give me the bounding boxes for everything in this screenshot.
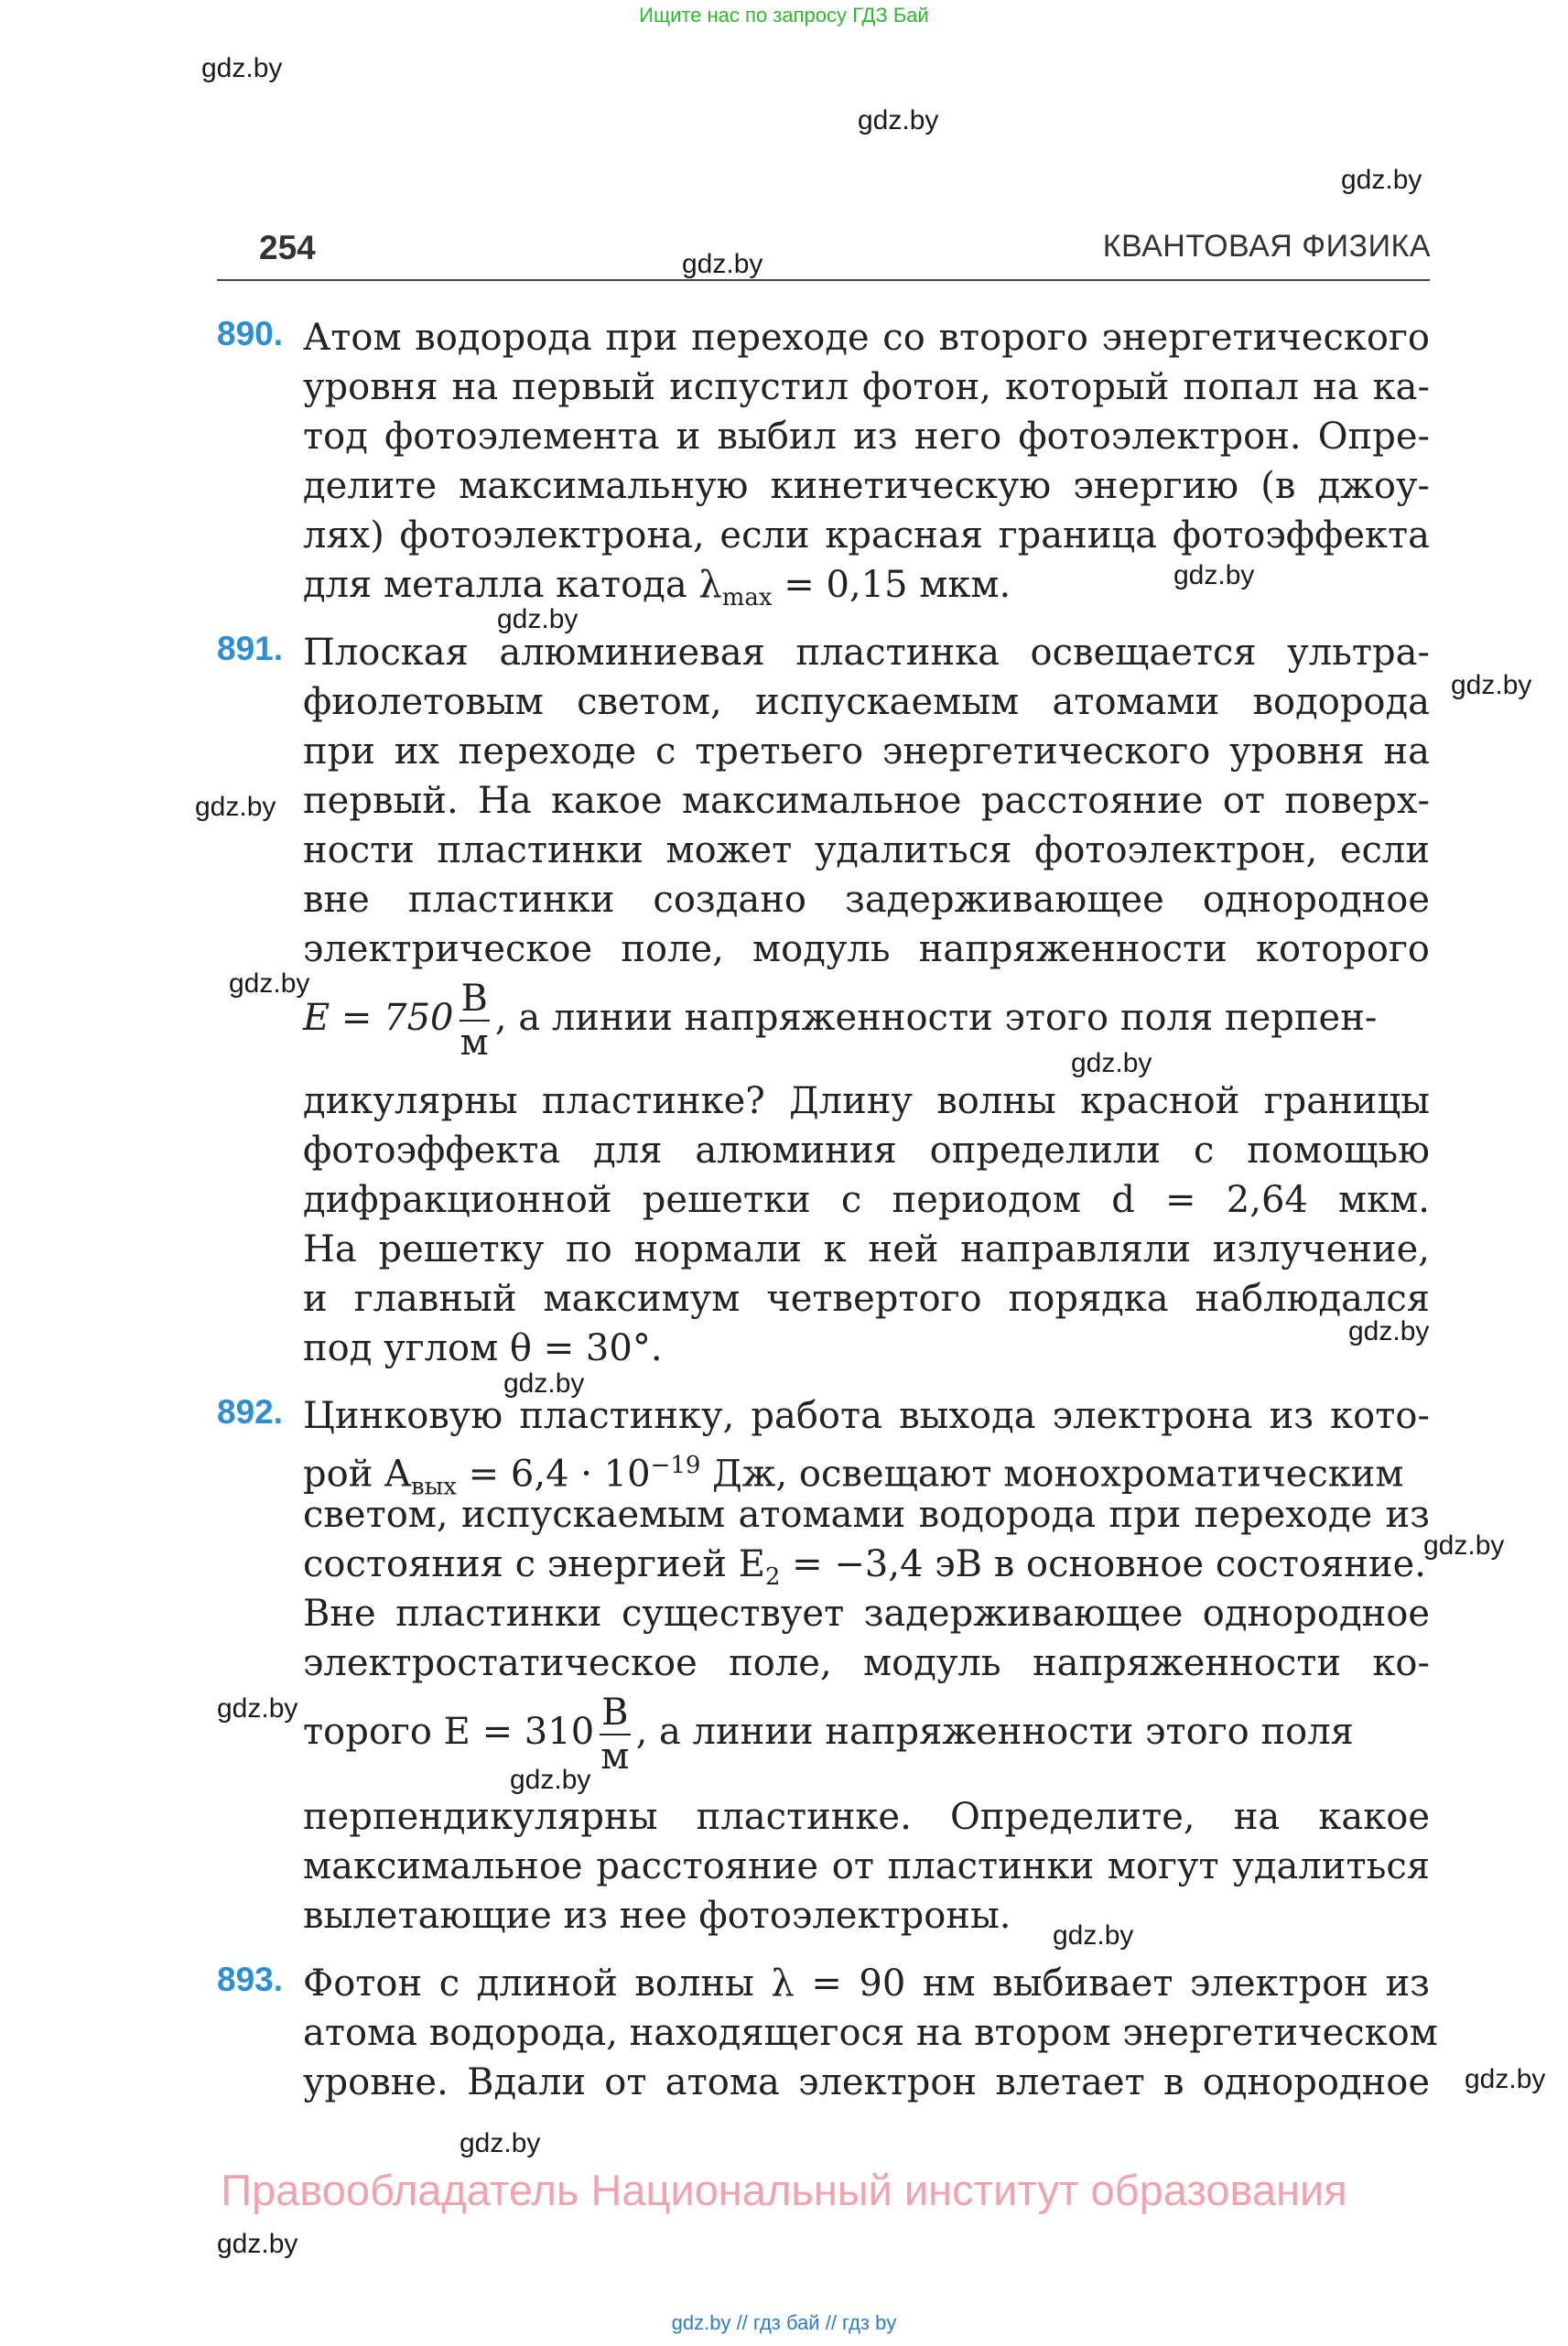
text-line: лях) фотоэлектрона, если красная граница фотоэффекта — [303, 514, 1430, 557]
text-line: электростатическое поле, модуль напряженности ко- — [303, 1642, 1430, 1684]
text-line: светом, испускаемым атомами водорода при переходе из — [303, 1494, 1430, 1536]
watermark: gdz.by — [195, 792, 276, 822]
text-line: тод фотоэлемента и выбил из него фотоэлектрон. Опре- — [303, 416, 1430, 458]
text-fragment: Дж, освещают монохроматическим — [700, 1453, 1404, 1496]
watermark: gdz.by — [217, 2229, 298, 2259]
text-line: На решетку по нормали к ней направляли излучение, — [303, 1228, 1430, 1270]
problem-number: 892. — [217, 1393, 284, 1431]
text-line: фотоэффекта для алюминия определили с помощью — [303, 1130, 1430, 1172]
watermark: gdz.by — [460, 2128, 541, 2158]
text-line: электрическое поле, модуль напряженности которого — [303, 928, 1430, 970]
formula-lhs: торого E = 310 — [303, 1711, 595, 1753]
top-banner[interactable]: Ищите нас по запросу ГДЗ Бай — [639, 4, 929, 27]
text-line: под углом θ = 30°. — [303, 1327, 663, 1369]
footer-links[interactable]: gdz.by // гдз бай // гдз by — [671, 2311, 897, 2334]
watermark: gdz.by — [1173, 560, 1255, 590]
text-line: максимальное расстояние от пластинки могут удалиться — [303, 1845, 1430, 1887]
text-line: Цинковую пластинку, работа выхода электрона из кото- — [303, 1395, 1430, 1437]
watermark: gdz.by — [497, 604, 579, 634]
subscript: вых — [410, 1473, 457, 1501]
watermark: gdz.by — [510, 1765, 591, 1795]
text-line — [303, 560, 1430, 622]
text-line: при их переходе с третьего энергетического уровня на — [303, 730, 1430, 773]
text-fragment: = 0,15 мкм. — [772, 564, 1011, 606]
text-line: перпендикулярны пластинке. Определите, на какое — [303, 1796, 1430, 1838]
superscript: −19 — [650, 1452, 701, 1479]
watermark: gdz.by — [1451, 670, 1532, 700]
subscript: 2 — [764, 1563, 781, 1591]
text-fragment: , а линии напряженности этого поля перпен- — [494, 997, 1378, 1039]
formula-lhs: E = 750 — [303, 997, 454, 1039]
text-line: уровне. Вдали от атома электрон влетает в однородное — [303, 2061, 1430, 2103]
header-divider — [217, 279, 1430, 281]
text-line: Плоская алюминиевая пластинка освещается ультра- — [303, 632, 1430, 674]
text-line: фиолетовым светом, испускаемым атомами водорода — [303, 681, 1430, 723]
fraction-numerator: В — [460, 978, 488, 1020]
text-line: вылетающие из нее фотоэлектроны. — [303, 1895, 1011, 1937]
text-line: Вне пластинки существует задерживающее однородное — [303, 1593, 1430, 1635]
problem-number: 893. — [217, 1961, 284, 1998]
watermark: gdz.by — [229, 968, 310, 999]
text-fragment: для металла катода λ — [303, 564, 722, 606]
text-line: дикулярны пластинке? Длину волны красной границы — [303, 1080, 1430, 1122]
watermark: gdz.by — [1348, 1316, 1430, 1346]
fraction-denominator: м — [460, 1022, 489, 1064]
page-number: 254 — [259, 229, 316, 266]
unit-fraction — [460, 978, 490, 1064]
watermark: gdz.by — [858, 105, 939, 135]
text-fragment: состояния с энергией E — [303, 1543, 765, 1585]
formula-line — [303, 1692, 1430, 1778]
unit-fraction — [600, 1692, 630, 1778]
text-line: Фотон с длиной волны λ = 90 нм выбивает электрон из — [303, 1962, 1430, 2005]
watermark: gdz.by — [201, 53, 283, 83]
fraction-numerator: В — [601, 1692, 629, 1734]
copyright-owner: Правообладатель Национальный институт образования — [221, 2166, 1347, 2214]
text-fragment: = −3,4 эВ в основное состояние. — [780, 1543, 1426, 1585]
text-fragment: , а линии напряженности этого поля — [635, 1711, 1354, 1753]
fraction-denominator: м — [600, 1735, 630, 1778]
formula-line — [303, 978, 1430, 1064]
text-line: дифракционной решетки с периодом d = 2,64 мкм. — [303, 1179, 1430, 1221]
text-line: атома водорода, находящегося на втором энергетическом — [303, 2012, 1438, 2054]
text-line: первый. На какое максимальное расстояние от поверх- — [303, 780, 1430, 822]
problem-number: 890. — [217, 315, 284, 352]
subscript: max — [721, 584, 773, 611]
watermark: gdz.by — [1423, 1530, 1505, 1561]
problem-number: 891. — [217, 630, 284, 667]
text-line: Атом водорода при переходе со второго энергетического — [303, 317, 1430, 359]
text-line: ности пластинки может удалиться фотоэлектрон, если — [303, 829, 1430, 871]
watermark: gdz.by — [1071, 1048, 1152, 1078]
watermark: gdz.by — [1053, 1920, 1134, 1951]
text-line: и главный максимум четвертого порядка наблюдался — [303, 1278, 1430, 1320]
watermark: gdz.by — [217, 1693, 298, 1724]
text-line: уровня на первый испустил фотон, который попал на ка- — [303, 366, 1430, 408]
text-line: делите максимальную кинетическую энергию (в джоу- — [303, 465, 1430, 507]
text-fragment: = 6,4 · 10 — [456, 1453, 651, 1496]
section-title: КВАНТОВАЯ ФИЗИКА — [1102, 229, 1431, 264]
watermark: gdz.by — [1341, 165, 1422, 195]
text-fragment: рой A — [303, 1453, 411, 1496]
watermark: gdz.by — [1465, 2064, 1546, 2094]
watermark: gdz.by — [503, 1368, 585, 1399]
watermark: gdz.by — [682, 249, 763, 279]
text-line: вне пластинки создано задерживающее однородное — [303, 879, 1430, 921]
